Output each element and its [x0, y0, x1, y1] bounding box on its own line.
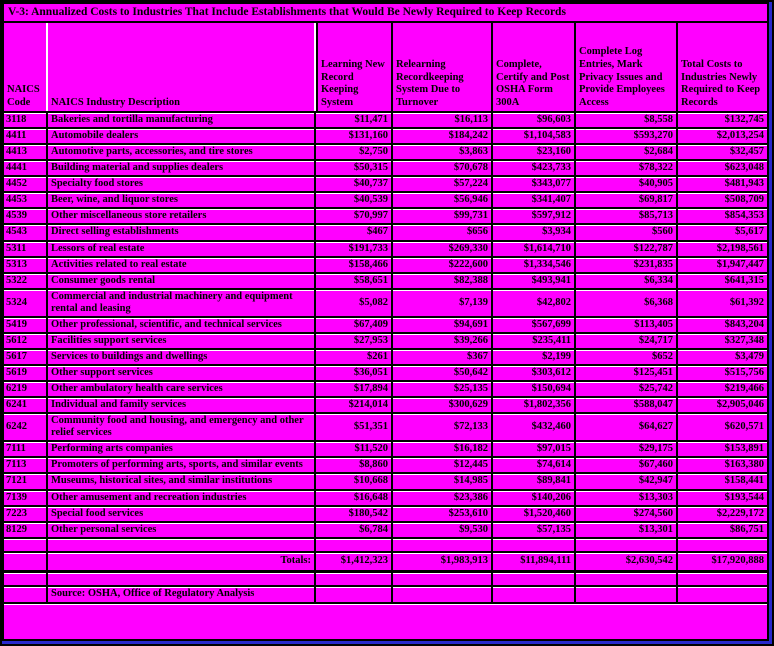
table-row	[4, 177, 767, 193]
table-row	[4, 258, 767, 274]
row-log-entries-cost: $25,742	[576, 382, 678, 396]
row-learning-cost: $36,051	[316, 366, 393, 380]
row-naics-code: 6241	[4, 398, 48, 412]
header-relearning-turnover: Relearning Recordkeeping System Due to Turnover	[393, 23, 493, 111]
row-log-entries-cost: $6,334	[576, 274, 678, 288]
row-complete-certify-cost: $597,912	[493, 209, 576, 223]
row-naics-code: 7121	[4, 474, 48, 488]
row-total-cost: $2,013,254	[716, 130, 764, 142]
table-row	[4, 209, 767, 225]
row-total-cost: $620,571	[724, 421, 764, 433]
row-complete-certify-cost: $1,104,583	[493, 129, 576, 143]
row-total-cost: $219,466	[724, 383, 764, 395]
row-naics-code: 4453	[4, 193, 48, 207]
row-relearning-cost: $222,600	[393, 258, 493, 272]
row-complete-certify-cost: $432,460	[493, 414, 576, 440]
row-log-entries-cost: $67,460	[576, 458, 678, 472]
row-log-entries-cost: $29,175	[576, 442, 678, 456]
row-log-entries-cost: $231,835	[576, 258, 678, 272]
row-learning-cost: $131,160	[316, 129, 393, 143]
table-row	[4, 442, 767, 458]
row-industry-description: Services to buildings and dwellings	[48, 350, 316, 364]
row-log-entries-cost: $560	[576, 225, 678, 239]
row-learning-cost: $58,651	[316, 274, 393, 288]
row-log-entries-cost: $593,270	[576, 129, 678, 143]
row-industry-description: Commercial and industrial machinery and equipment rental and leasing	[48, 290, 316, 316]
row-learning-cost: $27,953	[316, 334, 393, 348]
row-total-cost: $2,229,172	[716, 507, 764, 519]
row-industry-description: Activities related to real estate	[48, 258, 316, 272]
table-row	[4, 129, 767, 145]
header-industry-description: NAICS Industry Description	[48, 23, 316, 111]
row-log-entries-cost: $40,905	[576, 177, 678, 191]
row-complete-certify-cost: $493,941	[493, 274, 576, 288]
row-industry-description: Other miscellaneous store retailers	[48, 209, 316, 223]
row-log-entries-cost: $122,787	[576, 242, 678, 256]
row-total-cost: $158,441	[724, 475, 764, 487]
row-industry-description: Other ambulatory health care services	[48, 382, 316, 396]
totals-label: Totals:	[48, 553, 316, 570]
row-log-entries-cost: $652	[576, 350, 678, 364]
row-relearning-cost: $82,388	[393, 274, 493, 288]
table-blue-frame	[2, 2, 772, 644]
row-complete-certify-cost: $235,411	[493, 334, 576, 348]
row-industry-description: Other amusement and recreation industries	[48, 491, 316, 505]
source-row	[4, 587, 767, 604]
row-naics-code: 7139	[4, 491, 48, 505]
row-log-entries-cost: $113,405	[576, 318, 678, 332]
table-row	[4, 225, 767, 241]
row-naics-code: 5313	[4, 258, 48, 272]
row-naics-code: 4413	[4, 145, 48, 159]
row-relearning-cost: $25,135	[393, 382, 493, 396]
row-log-entries-cost: $274,560	[576, 507, 678, 521]
row-relearning-cost: $253,610	[393, 507, 493, 521]
row-log-entries-cost: $2,684	[576, 145, 678, 159]
row-naics-code: 4543	[4, 225, 48, 239]
row-learning-cost: $40,737	[316, 177, 393, 191]
spacer-row	[4, 539, 767, 553]
table-body	[4, 113, 767, 539]
table-header-row	[4, 23, 767, 113]
row-total-cost: $132,745	[724, 114, 764, 125]
row-complete-certify-cost: $1,802,356	[493, 398, 576, 412]
row-total-cost: $2,905,046	[716, 399, 764, 411]
totals-code-cell	[4, 553, 48, 570]
row-industry-description: Special food services	[48, 507, 316, 521]
row-learning-cost: $214,014	[316, 398, 393, 412]
row-total-cost: $327,348	[724, 334, 764, 346]
table-row	[4, 458, 767, 474]
row-complete-certify-cost: $3,934	[493, 225, 576, 239]
row-learning-cost: $6,784	[316, 523, 393, 537]
row-total-cost: $86,751	[729, 523, 764, 535]
row-log-entries-cost: $69,817	[576, 193, 678, 207]
row-industry-description: Performing arts companies	[48, 442, 316, 456]
row-naics-code: 7223	[4, 507, 48, 521]
row-learning-cost: $10,668	[316, 474, 393, 488]
row-total-cost: $61,392	[729, 296, 764, 308]
row-learning-cost: $158,466	[316, 258, 393, 272]
row-naics-code: 4452	[4, 177, 48, 191]
bottom-filler	[4, 604, 767, 639]
row-relearning-cost: $94,691	[393, 318, 493, 332]
row-total-cost: $3,479	[735, 350, 764, 362]
row-relearning-cost: $16,182	[393, 442, 493, 456]
table-row	[4, 507, 767, 523]
row-learning-cost: $51,351	[316, 414, 393, 440]
row-industry-description: Automobile dealers	[48, 129, 316, 143]
row-total-cost: $2,198,561	[716, 242, 764, 254]
totals-complete-certify: $11,894,111	[493, 553, 576, 570]
row-naics-code: 8129	[4, 523, 48, 537]
row-complete-certify-cost: $567,699	[493, 318, 576, 332]
row-learning-cost: $50,315	[316, 161, 393, 175]
table-row	[4, 523, 767, 539]
table-row	[4, 334, 767, 350]
row-naics-code: 5419	[4, 318, 48, 332]
row-total-cost: $623,048	[724, 162, 764, 174]
row-log-entries-cost: $78,322	[576, 161, 678, 175]
row-naics-code: 5324	[4, 290, 48, 316]
row-relearning-cost: $16,113	[393, 113, 493, 127]
table-row	[4, 382, 767, 398]
table-row	[4, 161, 767, 177]
row-total-cost: $641,315	[724, 274, 764, 286]
row-learning-cost: $467	[316, 225, 393, 239]
totals-total-costs: $17,920,888	[711, 555, 764, 567]
table-row	[4, 242, 767, 258]
row-complete-certify-cost: $303,612	[493, 366, 576, 380]
table-row	[4, 414, 767, 442]
row-complete-certify-cost: $1,520,460	[493, 507, 576, 521]
row-complete-certify-cost: $341,407	[493, 193, 576, 207]
row-relearning-cost: $70,678	[393, 161, 493, 175]
row-naics-code: 5322	[4, 274, 48, 288]
totals-relearning: $1,983,913	[393, 553, 493, 570]
row-learning-cost: $180,542	[316, 507, 393, 521]
row-relearning-cost: $12,445	[393, 458, 493, 472]
row-log-entries-cost: $64,627	[576, 414, 678, 440]
row-industry-description: Community food and housing, and emergency and other relief services	[48, 414, 316, 440]
spacer-row	[4, 573, 767, 587]
row-complete-certify-cost: $89,841	[493, 474, 576, 488]
row-log-entries-cost: $6,368	[576, 290, 678, 316]
source-note: Source: OSHA, Office of Regulatory Analysis	[48, 587, 316, 602]
row-industry-description: Consumer goods rental	[48, 274, 316, 288]
row-relearning-cost: $184,242	[393, 129, 493, 143]
row-learning-cost: $17,894	[316, 382, 393, 396]
row-learning-cost: $40,539	[316, 193, 393, 207]
row-total-cost: $163,380	[724, 459, 764, 471]
row-relearning-cost: $3,863	[393, 145, 493, 159]
header-log-entries-privacy-access: Complete Log Entries, Mark Privacy Issues and Provide Employees Access	[576, 23, 678, 111]
table-row	[4, 145, 767, 161]
row-learning-cost: $11,471	[316, 113, 393, 127]
row-industry-description: Other personal services	[48, 523, 316, 537]
row-learning-cost: $67,409	[316, 318, 393, 332]
row-log-entries-cost: $8,558	[576, 113, 678, 127]
row-total-cost: $153,891	[724, 443, 764, 455]
header-complete-certify-post: Complete, Certify and Post OSHA Form 300A	[493, 23, 576, 111]
row-relearning-cost: $23,386	[393, 491, 493, 505]
row-relearning-cost: $656	[393, 225, 493, 239]
costs-table	[2, 2, 769, 641]
row-learning-cost: $261	[316, 350, 393, 364]
row-log-entries-cost: $13,303	[576, 491, 678, 505]
row-industry-description: Lessors of real estate	[48, 242, 316, 256]
row-naics-code: 4441	[4, 161, 48, 175]
row-total-cost: $515,756	[724, 367, 764, 378]
row-relearning-cost: $50,642	[393, 366, 493, 380]
row-complete-certify-cost: $423,733	[493, 161, 576, 175]
row-complete-certify-cost: $57,135	[493, 523, 576, 537]
row-industry-description: Beer, wine, and liquor stores	[48, 193, 316, 207]
row-naics-code: 4411	[4, 129, 48, 143]
row-learning-cost: $70,997	[316, 209, 393, 223]
row-complete-certify-cost: $150,694	[493, 382, 576, 396]
row-naics-code: 6219	[4, 382, 48, 396]
table-row	[4, 474, 767, 490]
row-industry-description: Facilities support services	[48, 334, 316, 348]
row-complete-certify-cost: $2,199	[493, 350, 576, 364]
table-row	[4, 113, 767, 129]
row-industry-description: Other support services	[48, 366, 316, 380]
totals-row	[4, 553, 767, 573]
row-total-cost: $5,617	[735, 226, 764, 238]
row-naics-code: 4539	[4, 209, 48, 223]
table-row	[4, 290, 767, 318]
row-learning-cost: $16,648	[316, 491, 393, 505]
row-relearning-cost: $14,985	[393, 474, 493, 488]
row-industry-description: Specialty food stores	[48, 177, 316, 191]
row-relearning-cost: $99,731	[393, 209, 493, 223]
row-complete-certify-cost: $96,603	[493, 113, 576, 127]
row-complete-certify-cost: $23,160	[493, 145, 576, 159]
table-row	[4, 350, 767, 366]
row-learning-cost: $2,750	[316, 145, 393, 159]
row-total-cost: $854,353	[724, 210, 764, 222]
row-industry-description: Other professional, scientific, and technical services	[48, 318, 316, 332]
table-row	[4, 274, 767, 290]
row-log-entries-cost: $125,451	[576, 366, 678, 380]
row-industry-description: Museums, historical sites, and similar institutions	[48, 474, 316, 488]
row-relearning-cost: $56,946	[393, 193, 493, 207]
row-industry-description: Automotive parts, accessories, and tire stores	[48, 145, 316, 159]
row-relearning-cost: $57,224	[393, 177, 493, 191]
totals-learning: $1,412,323	[316, 553, 393, 570]
table-title: V-3: Annualized Costs to Industries That Include Establishments that Would Be Newly Required to Keep Records	[4, 4, 767, 23]
row-complete-certify-cost: $140,206	[493, 491, 576, 505]
row-relearning-cost: $367	[393, 350, 493, 364]
table-row	[4, 366, 767, 382]
row-log-entries-cost: $85,713	[576, 209, 678, 223]
row-total-cost: $1,947,447	[716, 258, 764, 270]
row-total-cost: $193,544	[724, 491, 764, 503]
row-industry-description: Promoters of performing arts, sports, and similar events	[48, 458, 316, 472]
row-learning-cost: $5,082	[316, 290, 393, 316]
row-log-entries-cost: $13,301	[576, 523, 678, 537]
row-industry-description: Individual and family services	[48, 398, 316, 412]
row-naics-code: 5617	[4, 350, 48, 364]
row-complete-certify-cost: $97,015	[493, 442, 576, 456]
row-relearning-cost: $269,330	[393, 242, 493, 256]
row-relearning-cost: $300,629	[393, 398, 493, 412]
row-total-cost: $481,943	[724, 178, 764, 190]
row-industry-description: Bakeries and tortilla manufacturing	[48, 113, 316, 127]
row-log-entries-cost: $588,047	[576, 398, 678, 412]
row-relearning-cost: $9,530	[393, 523, 493, 537]
row-complete-certify-cost: $343,077	[493, 177, 576, 191]
row-complete-certify-cost: $1,334,546	[493, 258, 576, 272]
table-row	[4, 398, 767, 414]
table-row	[4, 193, 767, 209]
row-naics-code: 7111	[4, 442, 48, 456]
row-naics-code: 5311	[4, 242, 48, 256]
row-naics-code: 7113	[4, 458, 48, 472]
row-log-entries-cost: $24,717	[576, 334, 678, 348]
table-row	[4, 491, 767, 507]
row-learning-cost: $8,860	[316, 458, 393, 472]
row-total-cost: $843,204	[724, 318, 764, 330]
header-total-costs: Total Costs to Industries Newly Required to Keep Records	[681, 58, 761, 109]
row-complete-certify-cost: $42,802	[493, 290, 576, 316]
row-industry-description: Building material and supplies dealers	[48, 161, 316, 175]
row-relearning-cost: $39,266	[393, 334, 493, 348]
row-total-cost: $32,457	[729, 146, 764, 158]
row-naics-code: 3118	[4, 113, 48, 127]
row-relearning-cost: $7,139	[393, 290, 493, 316]
header-learning-system: Learning New Record Keeping System	[316, 23, 393, 111]
table-row	[4, 318, 767, 334]
row-industry-description: Direct selling establishments	[48, 225, 316, 239]
row-complete-certify-cost: $74,614	[493, 458, 576, 472]
header-naics-code: NAICS Code	[4, 23, 48, 111]
totals-log-entries: $2,630,542	[576, 553, 678, 570]
row-relearning-cost: $72,133	[393, 414, 493, 440]
row-naics-code: 5619	[4, 366, 48, 380]
row-complete-certify-cost: $1,614,710	[493, 242, 576, 256]
row-naics-code: 5612	[4, 334, 48, 348]
row-total-cost: $508,709	[724, 194, 764, 206]
row-learning-cost: $191,733	[316, 242, 393, 256]
row-log-entries-cost: $42,947	[576, 474, 678, 488]
row-naics-code: 6242	[4, 414, 48, 440]
row-learning-cost: $11,520	[316, 442, 393, 456]
